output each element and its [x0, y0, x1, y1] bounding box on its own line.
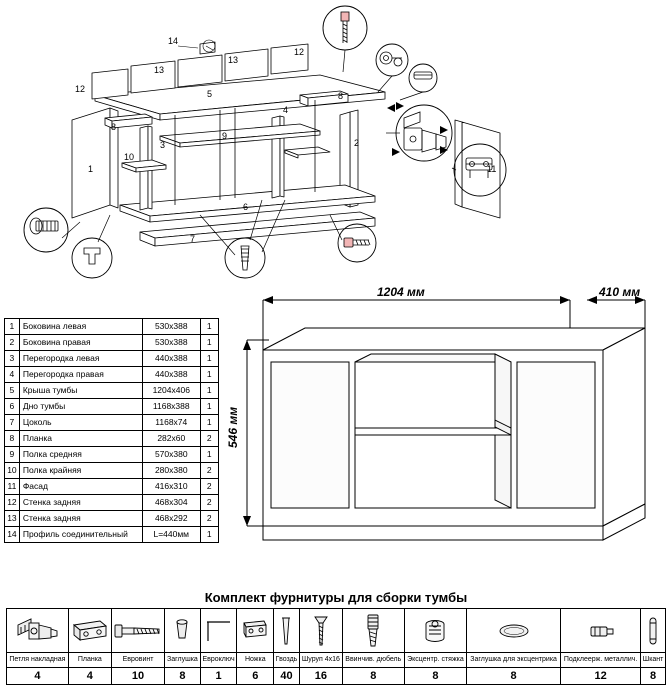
foot-icon — [238, 617, 272, 645]
kit-item-name: Шкант — [641, 653, 666, 668]
part-size: 282х60 — [143, 431, 200, 447]
callout-14: 14 — [168, 36, 179, 46]
part-size: 1168х74 — [143, 415, 200, 431]
table-row — [5, 431, 219, 447]
part-qty: 1 — [200, 527, 219, 543]
table-row — [5, 479, 219, 495]
table-row — [5, 511, 219, 527]
part-name: Дно тумбы — [19, 399, 142, 415]
part-size: 570х380 — [143, 447, 200, 463]
part-size: 530х388 — [143, 335, 200, 351]
part-size: 468х304 — [143, 495, 200, 511]
kit-item-name: Ввинчив. дюбель — [342, 653, 404, 668]
table-row — [5, 383, 219, 399]
part-size: 440х388 — [143, 367, 200, 383]
callout-11: 11 — [487, 164, 497, 174]
part-number: 3 — [5, 351, 20, 367]
part-qty: 1 — [200, 383, 219, 399]
table-row — [5, 319, 219, 335]
kit-item-name: Заглушка для эксцентрика — [467, 653, 561, 668]
part-number: 5 — [5, 383, 20, 399]
table-row — [5, 367, 219, 383]
part-name: Цоколь — [19, 415, 142, 431]
kit-item-count: 6 — [237, 668, 274, 685]
part-name: Боковина правая — [19, 335, 142, 351]
kit-item-count: 10 — [111, 668, 164, 685]
callout-13a: 13 — [154, 65, 165, 75]
part-qty: 2 — [200, 479, 219, 495]
part-number: 6 — [5, 399, 20, 415]
kit-icon-cell — [299, 609, 342, 653]
kit-item-count: 12 — [561, 668, 641, 685]
hinge-plate-icon — [70, 615, 110, 647]
part-number: 1 — [5, 319, 20, 335]
kit-item-name: Евровинт — [111, 653, 164, 668]
part-name: Фасад — [19, 479, 142, 495]
kit-icon-cell — [68, 609, 111, 653]
table-row — [5, 447, 219, 463]
kit-icon-cell — [237, 609, 274, 653]
part-size: 530х388 — [143, 319, 200, 335]
kit-item-name: Ножка — [237, 653, 274, 668]
euro-key-icon — [202, 616, 236, 646]
part-name: Профиль соединительный — [19, 527, 142, 543]
part-qty: 2 — [200, 495, 219, 511]
kit-item-count: 8 — [165, 668, 200, 685]
callout-3: 3 — [160, 140, 166, 150]
cam-cap-icon — [497, 622, 531, 640]
part-size: L=440мм — [143, 527, 200, 543]
part-number: 10 — [5, 463, 20, 479]
part-name: Полка крайняя — [19, 463, 142, 479]
part-qty: 2 — [200, 463, 219, 479]
callout-1: 1 — [88, 164, 94, 174]
callout-8a: 8 — [111, 122, 117, 132]
callout-5: 5 — [207, 89, 213, 99]
kit-names-row — [7, 653, 666, 668]
part-name: Перегородка правая — [19, 367, 142, 383]
part-size: 1168х388 — [143, 399, 200, 415]
part-number: 14 — [5, 527, 20, 543]
part-name: Боковина левая — [19, 319, 142, 335]
kit-item-count: 8 — [467, 668, 561, 685]
callout-8b: 8 — [338, 91, 344, 101]
kit-item-name: Заглушка — [165, 653, 200, 668]
kit-item-name: Евроключ — [200, 653, 237, 668]
part-name: Стенка задняя — [19, 511, 142, 527]
part-name: Стенка задняя — [19, 495, 142, 511]
shelf-support-icon — [585, 621, 617, 641]
part-number: 11 — [5, 479, 20, 495]
callout-7: 7 — [190, 234, 196, 244]
kit-icon-cell — [7, 609, 69, 653]
kit-counts-row — [7, 668, 666, 685]
screw-in-dowel-icon — [363, 612, 383, 650]
depth-dimension-label: 410 мм — [599, 285, 641, 299]
part-qty: 1 — [200, 367, 219, 383]
table-row — [5, 527, 219, 543]
hardware-kit-table — [6, 608, 666, 685]
dimensioned-cabinet-drawing — [225, 278, 672, 553]
part-qty: 1 — [200, 415, 219, 431]
part-number: 2 — [5, 335, 20, 351]
parts-list-body — [5, 319, 219, 543]
table-row — [5, 399, 219, 415]
kit-title: Комплект фурнитуры для сборки тумбы — [204, 590, 468, 605]
kit-icon-cell — [165, 609, 200, 653]
table-row — [5, 335, 219, 351]
dowel-icon — [646, 614, 660, 648]
width-dimension-label: 1204 мм — [377, 285, 425, 299]
table-row — [5, 495, 219, 511]
parts-list-table — [4, 318, 219, 543]
part-number: 4 — [5, 367, 20, 383]
kit-item-name: Эксцентр. стяжка — [404, 653, 466, 668]
kit-item-name: Планка — [68, 653, 111, 668]
part-size: 468х292 — [143, 511, 200, 527]
exploded-assembly-diagram — [0, 0, 672, 290]
table-row — [5, 415, 219, 431]
kit-icon-cell — [467, 609, 561, 653]
kit-item-count: 16 — [299, 668, 342, 685]
table-row — [5, 463, 219, 479]
part-name: Полка средняя — [19, 447, 142, 463]
kit-icon-cell — [404, 609, 466, 653]
kit-icon-cell — [274, 609, 300, 653]
kit-item-count: 8 — [641, 668, 666, 685]
part-name: Крыша тумбы — [19, 383, 142, 399]
kit-item-count: 8 — [342, 668, 404, 685]
part-number: 13 — [5, 511, 20, 527]
part-qty: 1 — [200, 319, 219, 335]
kit-item-count: 8 — [404, 668, 466, 685]
kit-icon-cell — [641, 609, 666, 653]
callout-12a: 12 — [75, 84, 86, 94]
table-row — [5, 351, 219, 367]
kit-item-name: Подклеерж. металлич. — [561, 653, 641, 668]
part-number: 12 — [5, 495, 20, 511]
kit-icon-cell — [111, 609, 164, 653]
kit-item-count: 4 — [68, 668, 111, 685]
nail-icon — [279, 614, 293, 648]
part-qty: 1 — [200, 399, 219, 415]
callout-10: 10 — [124, 152, 135, 162]
kit-icon-cell — [561, 609, 641, 653]
height-dimension-label: 546 мм — [226, 406, 240, 448]
kit-icon-cell — [342, 609, 404, 653]
screw-4x16-icon — [313, 613, 329, 649]
part-qty: 2 — [200, 511, 219, 527]
cam-lock-icon — [420, 616, 450, 646]
callout-13b: 13 — [228, 55, 239, 65]
kit-icons-row — [7, 609, 666, 653]
kit-item-name: Гвоздь — [274, 653, 300, 668]
kit-item-name: Петля накладная — [7, 653, 69, 668]
part-number: 7 — [5, 415, 20, 431]
kit-item-name: Шуруп 4х16 — [299, 653, 342, 668]
callout-2: 2 — [354, 138, 360, 148]
part-number: 8 — [5, 431, 20, 447]
callout-6: 6 — [243, 202, 249, 212]
kit-item-count: 1 — [200, 668, 237, 685]
kit-item-count: 4 — [7, 668, 69, 685]
part-name: Планка — [19, 431, 142, 447]
euro-screw-icon — [113, 620, 163, 642]
part-number: 9 — [5, 447, 20, 463]
part-qty: 1 — [200, 447, 219, 463]
part-qty: 2 — [200, 431, 219, 447]
part-size: 440х388 — [143, 351, 200, 367]
callout-12b: 12 — [294, 47, 305, 57]
callout-9: 9 — [222, 131, 228, 141]
part-size: 416х310 — [143, 479, 200, 495]
kit-icon-cell — [200, 609, 237, 653]
cap-plug-icon — [169, 618, 195, 644]
callout-4: 4 — [283, 105, 289, 115]
overlay-hinge-icon — [15, 613, 59, 649]
part-qty: 1 — [200, 351, 219, 367]
part-size: 1204х406 — [143, 383, 200, 399]
kit-item-count: 40 — [274, 668, 300, 685]
part-name: Перегородка левая — [19, 351, 142, 367]
part-size: 280х380 — [143, 463, 200, 479]
part-qty: 1 — [200, 335, 219, 351]
